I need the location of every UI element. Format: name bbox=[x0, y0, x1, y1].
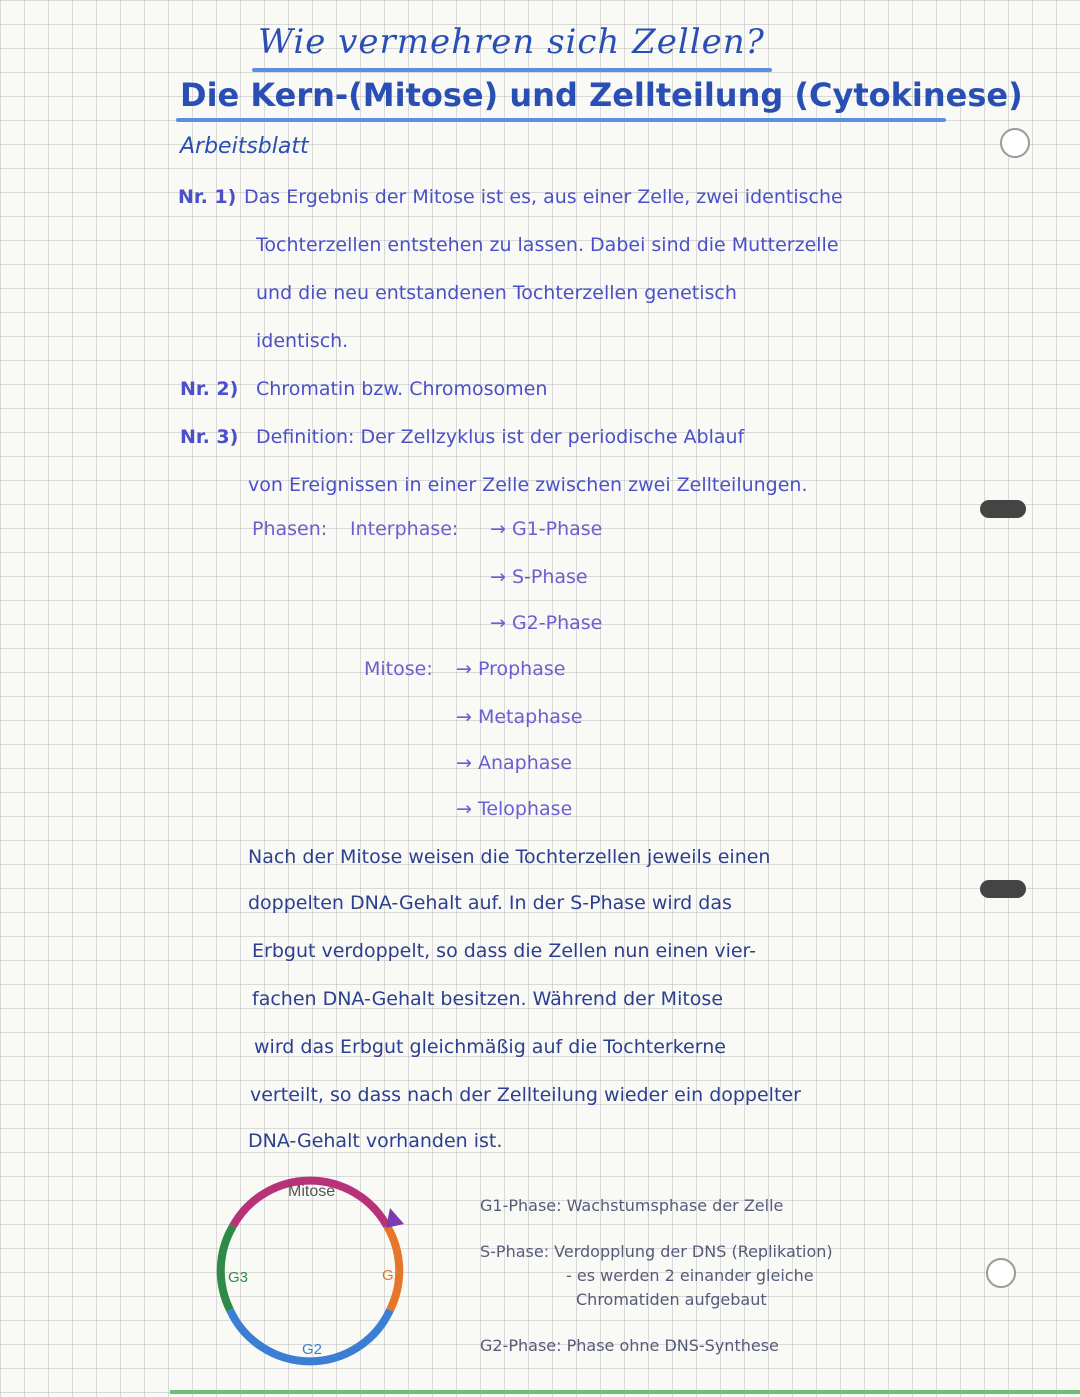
answer-2-label: Nr. 2) bbox=[180, 378, 239, 400]
legend-s-phase-detail: Chromatiden aufgebaut bbox=[576, 1290, 767, 1309]
binder-clip bbox=[980, 500, 1026, 518]
paragraph-line: fachen DNA-Gehalt besitzen. Während der Mitose bbox=[252, 988, 724, 1010]
cell-cycle-diagram bbox=[190, 1170, 450, 1370]
answer-1-line: und die neu entstandenen Tochterzellen genetisch bbox=[256, 282, 737, 304]
mitose-item: → Telophase bbox=[456, 798, 573, 820]
phases-label: Phasen: bbox=[252, 518, 328, 540]
cycle-label-mitose: Mitose bbox=[288, 1183, 336, 1200]
binder-hole bbox=[1000, 128, 1030, 158]
subtitle-underline bbox=[176, 118, 946, 122]
paragraph-line: verteilt, so dass nach der Zellteilung wieder ein doppelter bbox=[250, 1084, 801, 1106]
answer-1-line: identisch. bbox=[256, 330, 349, 352]
paragraph-line: Erbgut verdoppelt, so dass die Zellen nun einen vier- bbox=[252, 940, 757, 962]
bottom-edge-line bbox=[170, 1390, 1080, 1394]
page-subtitle: Die Kern-(Mitose) und Zellteilung (Cytokinese) bbox=[180, 76, 1023, 114]
answer-1-line: Das Ergebnis der Mitose ist es, aus einer Zelle, zwei identische bbox=[244, 186, 843, 208]
mitose-item: → Prophase bbox=[456, 658, 566, 680]
answer-2-text: Chromatin bzw. Chromosomen bbox=[256, 378, 548, 400]
paragraph-line: DNA-Gehalt vorhanden ist. bbox=[248, 1130, 503, 1152]
binder-hole bbox=[986, 1258, 1016, 1288]
binder-clip bbox=[980, 880, 1026, 898]
mitose-label: Mitose: bbox=[364, 658, 433, 680]
cycle-arc-g3 bbox=[221, 1226, 233, 1310]
interphase-label: Interphase: bbox=[350, 518, 459, 540]
legend-g2: G2-Phase: Phase ohne DNS-Synthese bbox=[480, 1336, 779, 1355]
page-title: Wie vermehren sich Zellen? bbox=[258, 22, 765, 62]
legend-s-phase: S-Phase: Verdopplung der DNS (Replikation) bbox=[480, 1242, 833, 1261]
paragraph-line: wird das Erbgut gleichmäßig auf die Tochterkerne bbox=[254, 1036, 726, 1058]
worksheet-label: Arbeitsblatt bbox=[180, 134, 309, 159]
interphase-item: → S-Phase bbox=[490, 566, 588, 588]
cycle-label-g3: G3 bbox=[228, 1269, 249, 1286]
cycle-arrow-icon bbox=[386, 1208, 404, 1228]
answer-3-line: Definition: Der Zellzyklus ist der periodische Ablauf bbox=[256, 426, 745, 448]
cycle-label-g1: G1 bbox=[382, 1267, 403, 1284]
legend-s-phase-detail: - es werden 2 einander gleiche bbox=[566, 1266, 814, 1285]
title-underline bbox=[252, 68, 772, 72]
answer-1-line: Tochterzellen entstehen zu lassen. Dabei sind die Mutterzelle bbox=[256, 234, 839, 256]
paragraph-line: doppelten DNA-Gehalt auf. In der S-Phase wird das bbox=[248, 892, 732, 914]
cycle-label-g2: G2 bbox=[302, 1341, 323, 1358]
interphase-item: → G1-Phase bbox=[490, 518, 603, 540]
interphase-item: → G2-Phase bbox=[490, 612, 603, 634]
mitose-item: → Anaphase bbox=[456, 752, 572, 774]
answer-1-label: Nr. 1) bbox=[178, 186, 237, 208]
answer-3-label: Nr. 3) bbox=[180, 426, 239, 448]
mitose-item: → Metaphase bbox=[456, 706, 583, 728]
answer-3-line: von Ereignissen in einer Zelle zwischen zwei Zellteilungen. bbox=[248, 474, 808, 496]
legend-g1: G1-Phase: Wachstumsphase der Zelle bbox=[480, 1196, 784, 1215]
paragraph-line: Nach der Mitose weisen die Tochterzellen jeweils einen bbox=[248, 846, 771, 868]
